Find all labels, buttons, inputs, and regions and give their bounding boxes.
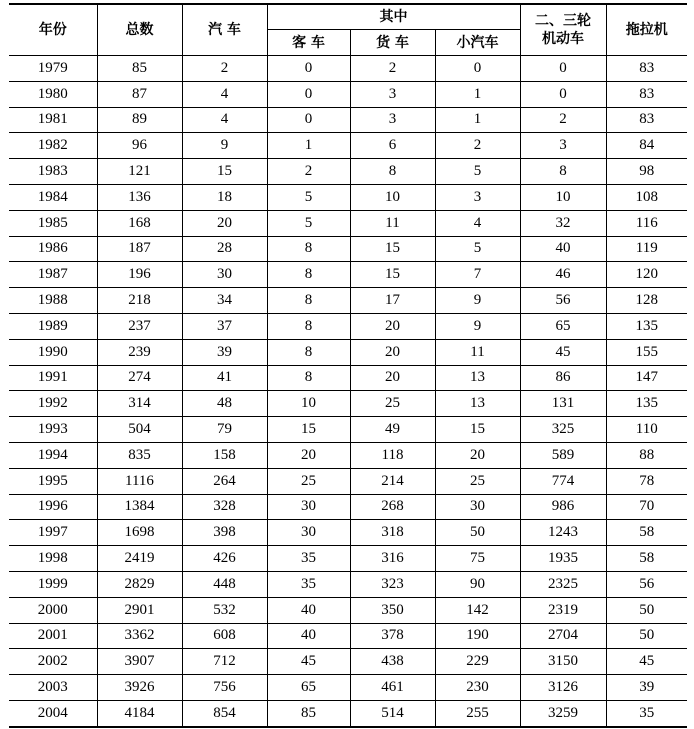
- truck-cell: 350: [350, 597, 435, 623]
- table-row: [9, 133, 687, 159]
- header-passenger: 客 车: [267, 30, 350, 56]
- total-cell: 96: [97, 133, 182, 159]
- table-row: [9, 339, 687, 365]
- year-cell: 2002: [9, 649, 97, 675]
- table-row: [9, 649, 687, 675]
- header-motor-line1: 二、三轮: [535, 13, 592, 29]
- header-year: 年份: [9, 4, 97, 56]
- total-cell: 2901: [97, 597, 182, 623]
- year-cell: 1996: [9, 494, 97, 520]
- tractor-cell: 35: [606, 700, 687, 726]
- small-car-cell: 229: [435, 649, 520, 675]
- truck-cell: 15: [350, 262, 435, 288]
- car-cell: 158: [182, 442, 267, 468]
- total-cell: 1116: [97, 468, 182, 494]
- truck-cell: 214: [350, 468, 435, 494]
- truck-cell: 438: [350, 649, 435, 675]
- year-cell: 2001: [9, 623, 97, 649]
- vehicle-statistics-table: [9, 3, 687, 728]
- tractor-cell: 83: [606, 81, 687, 107]
- motor-vehicle-cell: 3259: [520, 700, 606, 726]
- truck-cell: 10: [350, 184, 435, 210]
- passenger-cell: 20: [267, 442, 350, 468]
- motor-vehicle-cell: 2319: [520, 597, 606, 623]
- year-cell: 1981: [9, 107, 97, 133]
- motor-vehicle-cell: 45: [520, 339, 606, 365]
- year-cell: 2004: [9, 700, 97, 726]
- table-row: [9, 210, 687, 236]
- year-cell: 1989: [9, 313, 97, 339]
- total-cell: 504: [97, 417, 182, 443]
- small-car-cell: 7: [435, 262, 520, 288]
- header-truck: 货 车: [350, 30, 435, 56]
- total-cell: 835: [97, 442, 182, 468]
- car-cell: 18: [182, 184, 267, 210]
- passenger-cell: 5: [267, 184, 350, 210]
- table-header: [9, 4, 687, 56]
- table-row: [9, 236, 687, 262]
- total-cell: 3907: [97, 649, 182, 675]
- truck-cell: 20: [350, 365, 435, 391]
- table-row: [9, 262, 687, 288]
- motor-vehicle-cell: 65: [520, 313, 606, 339]
- tractor-cell: 39: [606, 675, 687, 701]
- passenger-cell: 8: [267, 339, 350, 365]
- motor-vehicle-cell: 325: [520, 417, 606, 443]
- passenger-cell: 8: [267, 288, 350, 314]
- car-cell: 532: [182, 597, 267, 623]
- small-car-cell: 9: [435, 313, 520, 339]
- year-cell: 1998: [9, 546, 97, 572]
- total-cell: 196: [97, 262, 182, 288]
- passenger-cell: 35: [267, 571, 350, 597]
- year-cell: 1994: [9, 442, 97, 468]
- small-car-cell: 4: [435, 210, 520, 236]
- small-car-cell: 2: [435, 133, 520, 159]
- passenger-cell: 40: [267, 623, 350, 649]
- table-row: [9, 391, 687, 417]
- truck-cell: 3: [350, 107, 435, 133]
- header-tractor: 拖拉机: [606, 4, 687, 56]
- total-cell: 314: [97, 391, 182, 417]
- passenger-cell: 8: [267, 236, 350, 262]
- car-cell: 28: [182, 236, 267, 262]
- passenger-cell: 8: [267, 365, 350, 391]
- car-cell: 4: [182, 107, 267, 133]
- tractor-cell: 128: [606, 288, 687, 314]
- year-cell: 1997: [9, 520, 97, 546]
- small-car-cell: 90: [435, 571, 520, 597]
- car-cell: 34: [182, 288, 267, 314]
- motor-vehicle-cell: 774: [520, 468, 606, 494]
- tractor-cell: 58: [606, 546, 687, 572]
- total-cell: 187: [97, 236, 182, 262]
- truck-cell: 20: [350, 313, 435, 339]
- car-cell: 608: [182, 623, 267, 649]
- passenger-cell: 25: [267, 468, 350, 494]
- table-row: [9, 597, 687, 623]
- tractor-cell: 116: [606, 210, 687, 236]
- total-cell: 121: [97, 159, 182, 185]
- table-row: [9, 107, 687, 133]
- total-cell: 1698: [97, 520, 182, 546]
- tractor-cell: 88: [606, 442, 687, 468]
- car-cell: 448: [182, 571, 267, 597]
- year-cell: 1990: [9, 339, 97, 365]
- small-car-cell: 142: [435, 597, 520, 623]
- passenger-cell: 40: [267, 597, 350, 623]
- small-car-cell: 25: [435, 468, 520, 494]
- year-cell: 1992: [9, 391, 97, 417]
- motor-vehicle-cell: 46: [520, 262, 606, 288]
- total-cell: 2829: [97, 571, 182, 597]
- passenger-cell: 65: [267, 675, 350, 701]
- car-cell: 79: [182, 417, 267, 443]
- table-row: [9, 520, 687, 546]
- header-of-which: 其中: [267, 4, 520, 30]
- table-row: [9, 184, 687, 210]
- car-cell: 712: [182, 649, 267, 675]
- table-row: [9, 313, 687, 339]
- table-row: [9, 571, 687, 597]
- table-body: [9, 56, 687, 727]
- passenger-cell: 2: [267, 159, 350, 185]
- tractor-cell: 120: [606, 262, 687, 288]
- passenger-cell: 45: [267, 649, 350, 675]
- tractor-cell: 50: [606, 623, 687, 649]
- motor-vehicle-cell: 2: [520, 107, 606, 133]
- total-cell: 1384: [97, 494, 182, 520]
- total-cell: 3362: [97, 623, 182, 649]
- year-cell: 1984: [9, 184, 97, 210]
- tractor-cell: 83: [606, 107, 687, 133]
- truck-cell: 316: [350, 546, 435, 572]
- header-row-top: [9, 4, 687, 30]
- small-car-cell: 75: [435, 546, 520, 572]
- total-cell: 239: [97, 339, 182, 365]
- table-row: [9, 56, 687, 82]
- table-row: [9, 288, 687, 314]
- passenger-cell: 35: [267, 546, 350, 572]
- motor-vehicle-cell: 1243: [520, 520, 606, 546]
- table-row: [9, 442, 687, 468]
- car-cell: 328: [182, 494, 267, 520]
- tractor-cell: 84: [606, 133, 687, 159]
- car-cell: 4: [182, 81, 267, 107]
- motor-vehicle-cell: 10: [520, 184, 606, 210]
- motor-vehicle-cell: 3126: [520, 675, 606, 701]
- small-car-cell: 3: [435, 184, 520, 210]
- car-cell: 398: [182, 520, 267, 546]
- tractor-cell: 110: [606, 417, 687, 443]
- year-cell: 1987: [9, 262, 97, 288]
- vehicle-statistics-table-container: [9, 3, 687, 728]
- small-car-cell: 50: [435, 520, 520, 546]
- table-row: [9, 159, 687, 185]
- tractor-cell: 119: [606, 236, 687, 262]
- truck-cell: 461: [350, 675, 435, 701]
- year-cell: 1985: [9, 210, 97, 236]
- motor-vehicle-cell: 32: [520, 210, 606, 236]
- small-car-cell: 30: [435, 494, 520, 520]
- passenger-cell: 30: [267, 494, 350, 520]
- small-car-cell: 15: [435, 417, 520, 443]
- tractor-cell: 147: [606, 365, 687, 391]
- tractor-cell: 108: [606, 184, 687, 210]
- table-row: [9, 546, 687, 572]
- car-cell: 264: [182, 468, 267, 494]
- year-cell: 1993: [9, 417, 97, 443]
- tractor-cell: 50: [606, 597, 687, 623]
- car-cell: 48: [182, 391, 267, 417]
- truck-cell: 25: [350, 391, 435, 417]
- car-cell: 41: [182, 365, 267, 391]
- year-cell: 1979: [9, 56, 97, 82]
- truck-cell: 268: [350, 494, 435, 520]
- total-cell: 168: [97, 210, 182, 236]
- truck-cell: 8: [350, 159, 435, 185]
- motor-vehicle-cell: 3150: [520, 649, 606, 675]
- motor-vehicle-cell: 2704: [520, 623, 606, 649]
- total-cell: 89: [97, 107, 182, 133]
- truck-cell: 118: [350, 442, 435, 468]
- motor-vehicle-cell: 86: [520, 365, 606, 391]
- table-row: [9, 365, 687, 391]
- header-car: 汽 车: [182, 4, 267, 56]
- total-cell: 85: [97, 56, 182, 82]
- truck-cell: 15: [350, 236, 435, 262]
- tractor-cell: 78: [606, 468, 687, 494]
- total-cell: 136: [97, 184, 182, 210]
- passenger-cell: 5: [267, 210, 350, 236]
- header-small-car: 小汽车: [435, 30, 520, 56]
- motor-vehicle-cell: 0: [520, 56, 606, 82]
- year-cell: 1988: [9, 288, 97, 314]
- table-row: [9, 81, 687, 107]
- truck-cell: 318: [350, 520, 435, 546]
- motor-vehicle-cell: 131: [520, 391, 606, 417]
- total-cell: 274: [97, 365, 182, 391]
- truck-cell: 11: [350, 210, 435, 236]
- passenger-cell: 10: [267, 391, 350, 417]
- truck-cell: 20: [350, 339, 435, 365]
- truck-cell: 2: [350, 56, 435, 82]
- year-cell: 2003: [9, 675, 97, 701]
- year-cell: 1986: [9, 236, 97, 262]
- car-cell: 39: [182, 339, 267, 365]
- car-cell: 20: [182, 210, 267, 236]
- table-row: [9, 700, 687, 726]
- table-row: [9, 468, 687, 494]
- motor-vehicle-cell: 8: [520, 159, 606, 185]
- small-car-cell: 5: [435, 236, 520, 262]
- tractor-cell: 155: [606, 339, 687, 365]
- total-cell: 2419: [97, 546, 182, 572]
- year-cell: 1999: [9, 571, 97, 597]
- passenger-cell: 30: [267, 520, 350, 546]
- small-car-cell: 11: [435, 339, 520, 365]
- passenger-cell: 85: [267, 700, 350, 726]
- truck-cell: 323: [350, 571, 435, 597]
- car-cell: 854: [182, 700, 267, 726]
- total-cell: 3926: [97, 675, 182, 701]
- passenger-cell: 0: [267, 56, 350, 82]
- motor-vehicle-cell: 3: [520, 133, 606, 159]
- tractor-cell: 83: [606, 56, 687, 82]
- total-cell: 237: [97, 313, 182, 339]
- small-car-cell: 0: [435, 56, 520, 82]
- total-cell: 218: [97, 288, 182, 314]
- passenger-cell: 1: [267, 133, 350, 159]
- table-row: [9, 494, 687, 520]
- motor-vehicle-cell: 0: [520, 81, 606, 107]
- car-cell: 15: [182, 159, 267, 185]
- year-cell: 1982: [9, 133, 97, 159]
- motor-vehicle-cell: 589: [520, 442, 606, 468]
- tractor-cell: 58: [606, 520, 687, 546]
- truck-cell: 514: [350, 700, 435, 726]
- car-cell: 426: [182, 546, 267, 572]
- year-cell: 1983: [9, 159, 97, 185]
- truck-cell: 17: [350, 288, 435, 314]
- table-row: [9, 623, 687, 649]
- year-cell: 1991: [9, 365, 97, 391]
- tractor-cell: 135: [606, 313, 687, 339]
- tractor-cell: 45: [606, 649, 687, 675]
- header-motor-line2: 机动车: [542, 31, 585, 47]
- year-cell: 1995: [9, 468, 97, 494]
- passenger-cell: 0: [267, 107, 350, 133]
- year-cell: 2000: [9, 597, 97, 623]
- passenger-cell: 15: [267, 417, 350, 443]
- small-car-cell: 13: [435, 391, 520, 417]
- motor-vehicle-cell: 40: [520, 236, 606, 262]
- truck-cell: 49: [350, 417, 435, 443]
- small-car-cell: 13: [435, 365, 520, 391]
- car-cell: 9: [182, 133, 267, 159]
- car-cell: 37: [182, 313, 267, 339]
- header-motor-vehicle: [520, 4, 606, 56]
- small-car-cell: 230: [435, 675, 520, 701]
- motor-vehicle-cell: 1935: [520, 546, 606, 572]
- tractor-cell: 56: [606, 571, 687, 597]
- small-car-cell: 190: [435, 623, 520, 649]
- small-car-cell: 5: [435, 159, 520, 185]
- tractor-cell: 98: [606, 159, 687, 185]
- small-car-cell: 1: [435, 107, 520, 133]
- passenger-cell: 8: [267, 313, 350, 339]
- table-row: [9, 675, 687, 701]
- truck-cell: 6: [350, 133, 435, 159]
- passenger-cell: 8: [267, 262, 350, 288]
- tractor-cell: 135: [606, 391, 687, 417]
- total-cell: 87: [97, 81, 182, 107]
- car-cell: 30: [182, 262, 267, 288]
- small-car-cell: 255: [435, 700, 520, 726]
- motor-vehicle-cell: 986: [520, 494, 606, 520]
- motor-vehicle-cell: 56: [520, 288, 606, 314]
- tractor-cell: 70: [606, 494, 687, 520]
- header-total: 总数: [97, 4, 182, 56]
- year-cell: 1980: [9, 81, 97, 107]
- truck-cell: 378: [350, 623, 435, 649]
- total-cell: 4184: [97, 700, 182, 726]
- car-cell: 756: [182, 675, 267, 701]
- table-row: [9, 417, 687, 443]
- motor-vehicle-cell: 2325: [520, 571, 606, 597]
- passenger-cell: 0: [267, 81, 350, 107]
- small-car-cell: 9: [435, 288, 520, 314]
- small-car-cell: 1: [435, 81, 520, 107]
- truck-cell: 3: [350, 81, 435, 107]
- small-car-cell: 20: [435, 442, 520, 468]
- car-cell: 2: [182, 56, 267, 82]
